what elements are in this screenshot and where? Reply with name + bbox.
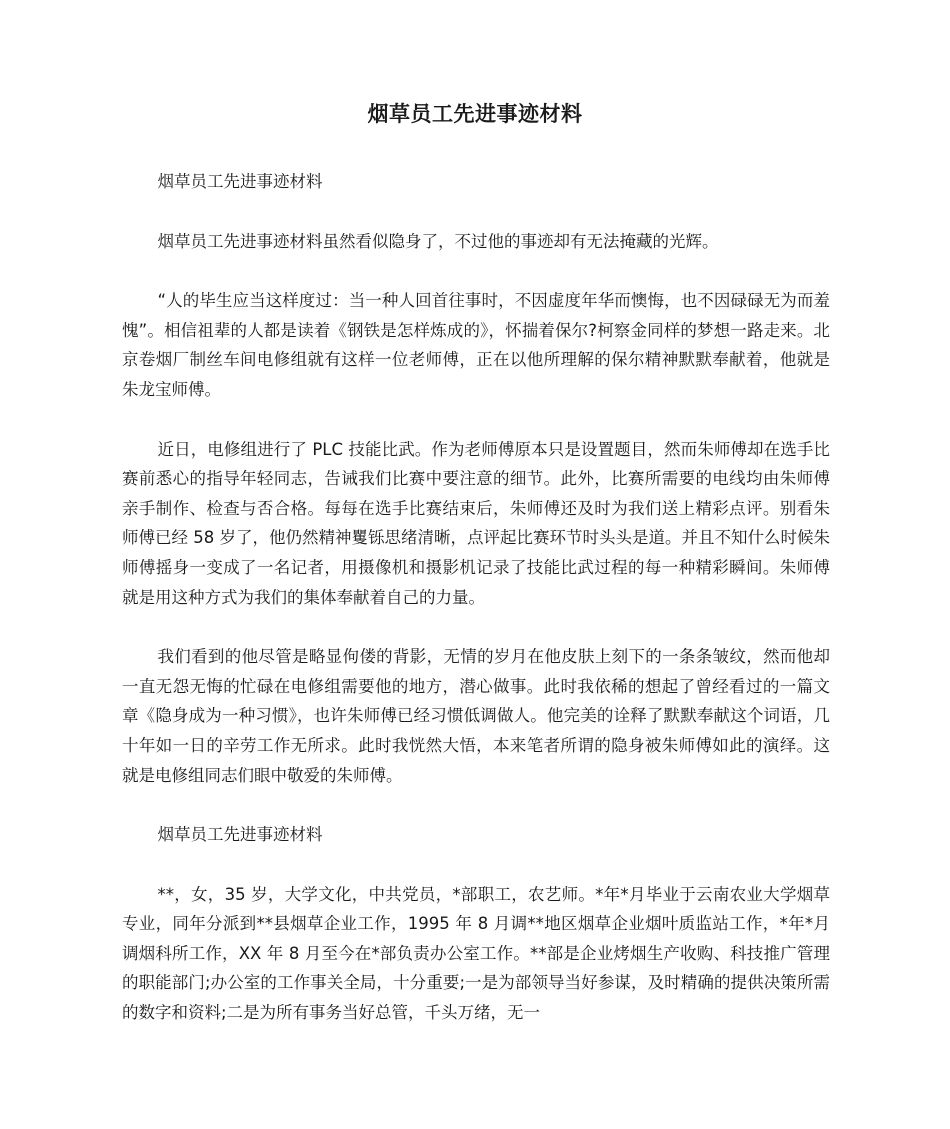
body-paragraph: 近日，电修组进行了 PLC 技能比武。作为老师傅原本只是设置题目，然而朱师傅却在选手比赛前悉心的指导年轻同志，告诫我们比赛中要注意的细节。此外，比赛所需要的电线均由朱师傅亲手制作、检查与否合格。每每在选手比赛结束后，朱师傅还及时为我们送上精彩点评。别看朱师傅已经 58 岁了，他仍然精神矍铄思绪清晰，点评起比赛环节时头头是道。并且不知什么时候朱师傅摇身一变成了一名记者，用摄像机和摄影机记录了技能比武过程的每一种精彩瞬间。朱师傅就是用这种方式为我们的集体奉献着自己的力量。 xyxy=(122,439,830,607)
body-paragraph: “人的毕生应当这样度过：当一种人回首往事时，不因虚度年华而懊悔，也不因碌碌无为而羞愧”。相信祖辈的人都是读着《钢铁是怎样炼成的》，怀揣着保尔?柯察金同样的梦想一路走来。北京卷烟厂制丝车间电修组就有这样一位老师傅，正在以他所理解的保尔精神默默奉献着，他就是朱龙宝师傅。 xyxy=(122,291,830,399)
body-paragraph: **，女，35 岁，大学文化，中共党员，*部职工，农艺师。*年*月毕业于云南农业大学烟草专业，同年分派到**县烟草企业工作，1995 年 8 月调**地区烟草企业烟叶质监站工作，*年*月调烟科所工作，XX 年 8 月至今在*部负责办公室工作。**部是企业烤烟生产收购、科技推广管理的职能部门;办公室的工作事关全局，十分重要;一是为部领导当好参谋，及时精确的提供决策所需的数字和资料;二是为所有事务当好总管，千头万绪，无一 xyxy=(122,884,830,1023)
subheading-paragraph: 烟草员工先进事迹材料 xyxy=(157,172,323,191)
subheading-paragraph: 烟草员工先进事迹材料 xyxy=(157,825,323,845)
body-paragraph: 烟草员工先进事迹材料虽然看似隐身了，不过他的事迹却有无法掩藏的光辉。 xyxy=(157,231,719,251)
document-body xyxy=(122,167,830,1058)
document-title: 烟草员工先进事迹材料 xyxy=(367,102,583,126)
body-paragraph: 我们看到的他尽管是略显佝偻的背影，无情的岁月在他皮肤上刻下的一条条皱纹，然而他却一直无怨无悔的忙碌在电修组需要他的地方，潜心做事。此时我依稀的想起了曾经看过的一篇文章《隐身成为一种习惯》，也许朱师傅已经习惯低调做人。他完美的诠释了默默奉献这个词语，几十年如一日的辛劳工作无所求。此时我恍然大悟，本来笔者所谓的隐身被朱师傅如此的演绎。这就是电修组同志们眼中敬爱的朱师傅。 xyxy=(122,647,830,785)
